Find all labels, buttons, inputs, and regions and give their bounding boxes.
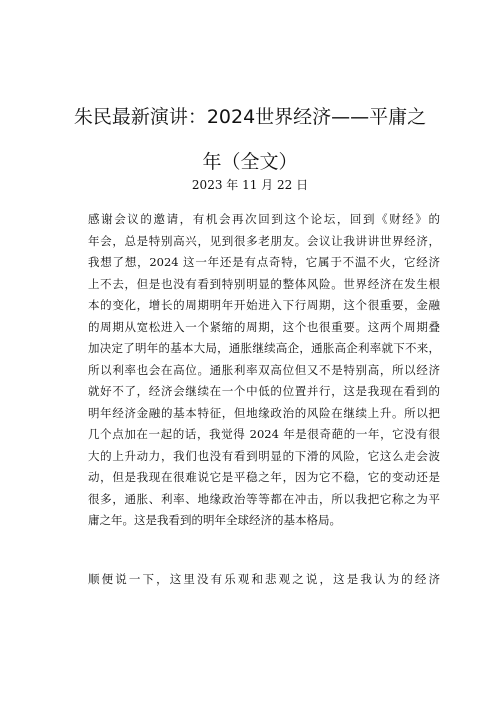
document-title-line-1: 朱民最新演讲：2024世界经济——平庸之	[73, 106, 427, 128]
paragraph-line: 感谢会议的邀请，有机会再次回到这个论坛，回到《财经》的	[88, 212, 440, 226]
document-title-line-2: 年（全文）	[202, 151, 298, 173]
paragraph-2	[88, 569, 440, 591]
paragraph-line: 上不去，但是也没有看到特别明显的整体风险。世界经济在发生根	[88, 276, 440, 291]
paragraph-line: 几个点加在一起的话，我觉得 2024 年是很奇葩的一年，它没有很	[88, 427, 440, 441]
paragraph-line: 加决定了明年的基本大局，通胀继续高企，通胀高企利率就下不来，	[88, 341, 440, 355]
paragraph-line: 顺便说一下，这里没有乐观和悲观之说，这是我认为的经济	[88, 572, 440, 586]
paragraph-line: 所以利率也会在高位。通胀利率双高位但又不是特别高，所以经济	[88, 362, 440, 377]
paragraph-line: 大的上升动力，我们也没有看到明显的下滑的风险，它这么走会波	[88, 448, 440, 463]
paragraph-line: 庸之年。这是我看到的明年全球经济的基本格局。	[88, 513, 341, 527]
paragraph-line: 我想了想，2024 这一年还是有点奇特，它属于不温不火，它经济	[88, 255, 440, 269]
paragraph-line: 明年经济金融的基本特征，但地缘政治的风险在继续上升。所以把	[88, 405, 440, 420]
paragraph-line: 本的变化，增长的周期明年开始进入下行周期，这个很重要，金融	[88, 298, 440, 312]
paragraph-line: 动，但是我现在很难说它是平稳之年，因为它不稳，它的变动还是	[88, 470, 440, 484]
document-date: 2023 年 11 月 22 日	[191, 178, 309, 192]
paragraph-1	[88, 209, 440, 532]
paragraph-line: 年会，总是特别高兴，见到很多老朋友。会议让我讲讲世界经济，	[88, 233, 440, 248]
paragraph-line: 的周期从宽松进入一个紧缩的周期，这个也很重要。这两个周期叠	[88, 319, 440, 334]
paragraph-line: 就好不了，经济会继续在一个中低的位置并行，这是我现在看到的	[88, 384, 440, 398]
paragraph-line: 很多，通胀、利率、地缘政治等等都在冲击，所以我把它称之为平	[88, 491, 440, 506]
